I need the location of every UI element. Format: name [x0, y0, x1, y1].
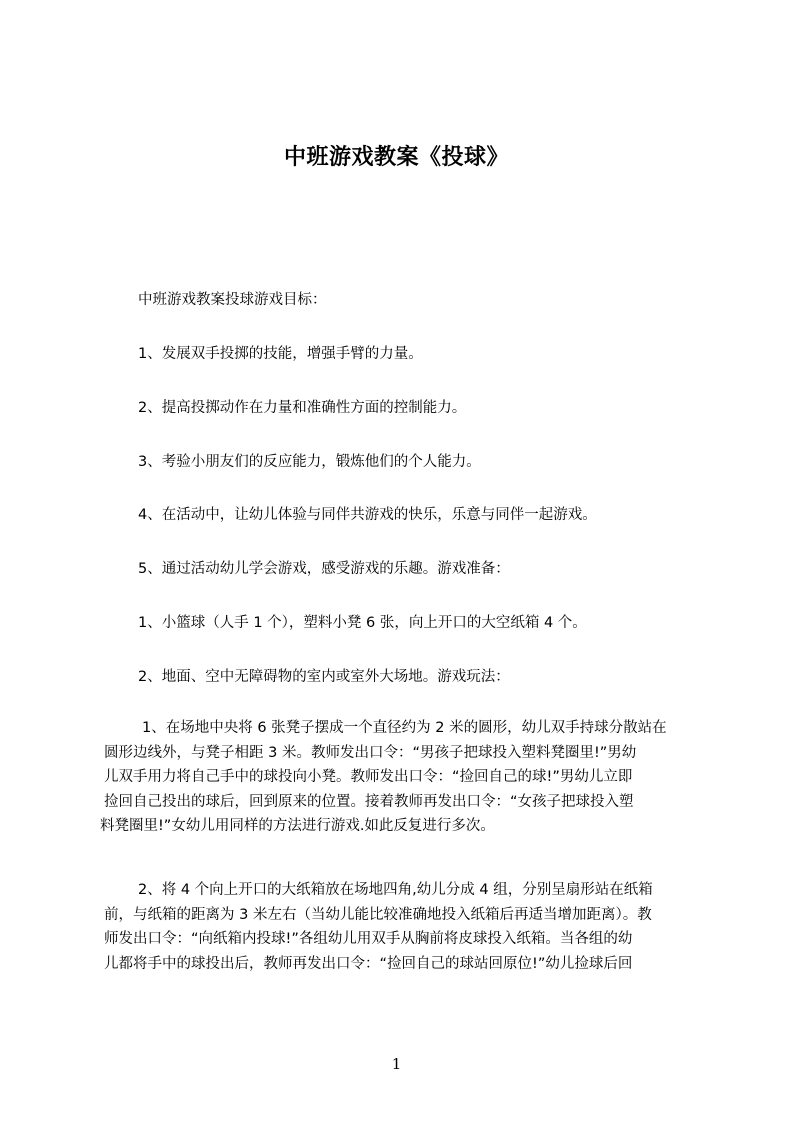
play-rule-2 [104, 878, 724, 976]
play-rule-1 [100, 716, 724, 839]
play-rule-1-line: 圆形边线外，与凳子相距 3 米。教师发出口令：“男孩子把球投入塑料凳圈里!”男幼 [104, 744, 637, 761]
play-rule-1-line: 捡回自己投出的球后，回到原来的位置。接着教师再发出口令：“女孩子把球投入塑 [104, 793, 634, 810]
play-rule-1-line: 1、在场地中央将 6 张凳子摆成一个直径约为 2 米的圆形，幼儿双手持球分散站在 [142, 720, 667, 736]
play-rule-2-line: 师发出口令：“向纸箱内投球!”各组幼儿用双手从胸前将皮球投入纸箱。当各组的幼 [104, 931, 633, 947]
play-rule-1-line: 料凳圈里!”女幼儿用同样的方法进行游戏.如此反复进行多次。 [100, 818, 495, 834]
paragraph-goal-4: 4、在活动中，让幼儿体验与同伴共游戏的快乐，乐意与同伴一起游戏。 [138, 507, 597, 523]
paragraph-prep-2: 2、地面、空中无障碍物的室内或室外大场地。游戏玩法： [138, 669, 510, 685]
paragraph-goals-heading: 中班游戏教案投球游戏目标： [138, 292, 327, 308]
paragraph-goal-2: 2、提高投掷动作在力量和准确性方面的控制能力。 [138, 400, 467, 416]
play-rule-2-line: 2、将 4 个向上开口的大纸箱放在场地四角,幼儿分成 4 组，分别呈扇形站在纸箱 [138, 882, 653, 898]
paragraph-goal-1: 1、发展双手投掷的技能，增强手臂的力量。 [138, 346, 423, 362]
paragraph-goal-5: 5、通过活动幼儿学会游戏，感受游戏的乐趣。游戏准备： [138, 561, 510, 577]
document-title: 中班游戏教案《投球》 [283, 145, 509, 170]
page-number: 1 [391, 1055, 402, 1073]
paragraph-prep-1: 1、小篮球（人手 1 个），塑料小凳 6 张，向上开口的大空纸箱 4 个。 [138, 615, 587, 631]
play-rule-2-line: 前，与纸箱的距离为 3 米左右（当幼儿能比较准确地投入纸箱后再适当增加距离）。教 [104, 906, 652, 923]
play-rule-2-line: 儿都将手中的球投出后，教师再发出口令：“捡回自己的球站回原位!”幼儿捡球后回 [104, 955, 633, 972]
play-rule-1-line: 儿双手用力将自己手中的球投向小凳。教师发出口令：“捡回自己的球!”男幼儿立即 [104, 769, 633, 785]
paragraph-goal-3: 3、考验小朋友们的反应能力，锻炼他们的个人能力。 [138, 454, 481, 470]
